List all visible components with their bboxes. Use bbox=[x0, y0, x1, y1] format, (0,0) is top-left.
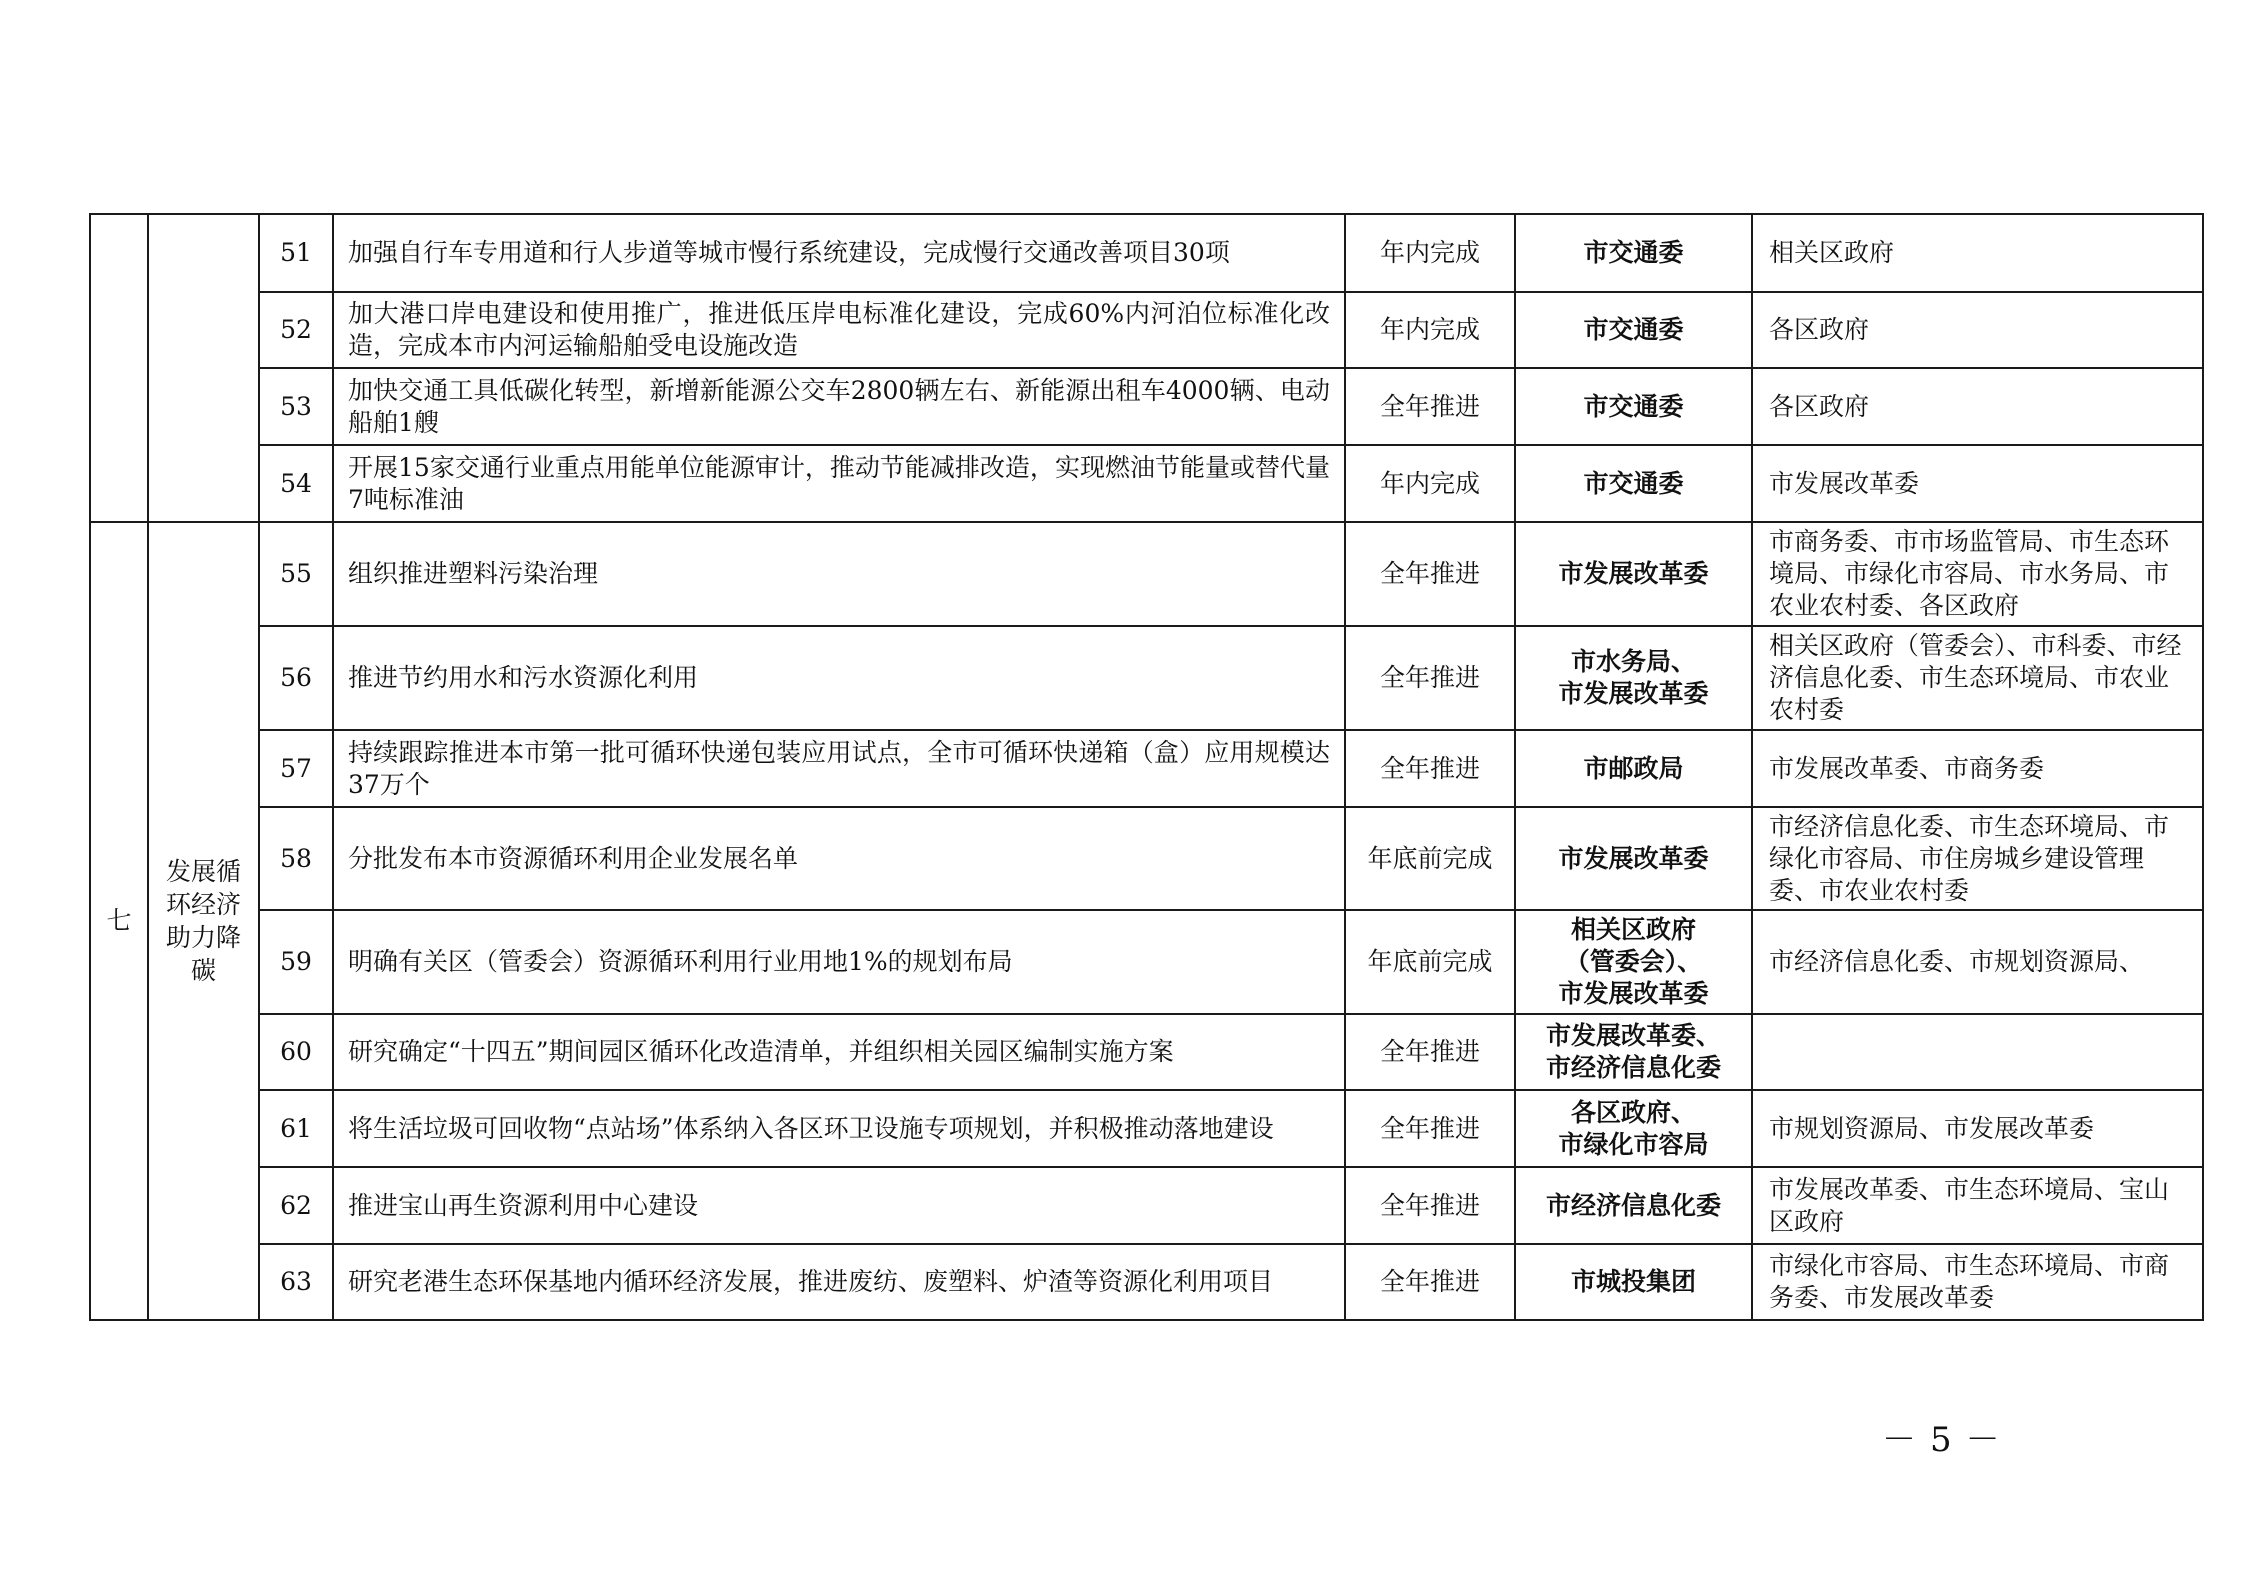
timeline: 全年推进 bbox=[1345, 1090, 1515, 1167]
lead-unit: 市邮政局 bbox=[1515, 730, 1752, 807]
item-number: 59 bbox=[259, 910, 333, 1014]
item-number: 57 bbox=[259, 730, 333, 807]
cooperating-units: 相关区政府 bbox=[1752, 214, 2203, 292]
task-table bbox=[89, 213, 2204, 1321]
table-row bbox=[90, 445, 2203, 522]
lead-unit: 市发展改革委、 市经济信息化委 bbox=[1515, 1014, 1752, 1090]
task-description: 推进节约用水和污水资源化利用 bbox=[333, 626, 1345, 730]
timeline: 年内完成 bbox=[1345, 214, 1515, 292]
item-number: 61 bbox=[259, 1090, 333, 1167]
task-description: 加快交通工具低碳化转型，新增新能源公交车2800辆左右、新能源出租车4000辆、电动船舶1艘 bbox=[333, 368, 1345, 445]
cooperating-units: 市规划资源局、市发展改革委 bbox=[1752, 1090, 2203, 1167]
timeline: 年内完成 bbox=[1345, 445, 1515, 522]
cooperating-units bbox=[1752, 1014, 2203, 1090]
timeline: 全年推进 bbox=[1345, 1014, 1515, 1090]
lead-unit: 市城投集团 bbox=[1515, 1244, 1752, 1320]
task-description: 推进宝山再生资源利用中心建设 bbox=[333, 1167, 1345, 1244]
table-row bbox=[90, 626, 2203, 730]
table-row bbox=[90, 214, 2203, 292]
timeline: 全年推进 bbox=[1345, 368, 1515, 445]
table-row bbox=[90, 292, 2203, 368]
task-description: 组织推进塑料污染治理 bbox=[333, 522, 1345, 626]
item-number: 60 bbox=[259, 1014, 333, 1090]
lead-unit: 市发展改革委 bbox=[1515, 522, 1752, 626]
item-number: 52 bbox=[259, 292, 333, 368]
task-description: 开展15家交通行业重点用能单位能源审计，推动节能减排改造，实现燃油节能量或替代量7吨标准油 bbox=[333, 445, 1345, 522]
cooperating-units: 各区政府 bbox=[1752, 292, 2203, 368]
task-description: 将生活垃圾可回收物“点站场”体系纳入各区环卫设施专项规划，并积极推动落地建设 bbox=[333, 1090, 1345, 1167]
timeline: 全年推进 bbox=[1345, 1167, 1515, 1244]
lead-unit: 市水务局、 市发展改革委 bbox=[1515, 626, 1752, 730]
cooperating-units: 市发展改革委 bbox=[1752, 445, 2203, 522]
cooperating-units: 市发展改革委、市生态环境局、宝山区政府 bbox=[1752, 1167, 2203, 1244]
sequence-cell bbox=[90, 214, 148, 522]
timeline: 全年推进 bbox=[1345, 522, 1515, 626]
lead-unit: 市交通委 bbox=[1515, 445, 1752, 522]
item-number: 58 bbox=[259, 807, 333, 910]
item-number: 56 bbox=[259, 626, 333, 730]
timeline: 全年推进 bbox=[1345, 1244, 1515, 1320]
sequence-cell: 七 bbox=[90, 522, 148, 1320]
table-row bbox=[90, 1014, 2203, 1090]
item-number: 63 bbox=[259, 1244, 333, 1320]
lead-unit: 市交通委 bbox=[1515, 292, 1752, 368]
lead-unit: 相关区政府 （管委会）、 市发展改革委 bbox=[1515, 910, 1752, 1014]
cooperating-units: 市经济信息化委、市生态环境局、市绿化市容局、市住房城乡建设管理委、市农业农村委 bbox=[1752, 807, 2203, 910]
lead-unit: 各区政府、 市绿化市容局 bbox=[1515, 1090, 1752, 1167]
timeline: 年底前完成 bbox=[1345, 910, 1515, 1014]
page-number: －5－ bbox=[1882, 1420, 2014, 1460]
table-row bbox=[90, 368, 2203, 445]
lead-unit: 市交通委 bbox=[1515, 368, 1752, 445]
cooperating-units: 市经济信息化委、市规划资源局、 bbox=[1752, 910, 2203, 1014]
timeline: 全年推进 bbox=[1345, 730, 1515, 807]
lead-unit: 市经济信息化委 bbox=[1515, 1167, 1752, 1244]
cooperating-units: 市商务委、市市场监管局、市生态环境局、市绿化市容局、市水务局、市农业农村委、各区政府 bbox=[1752, 522, 2203, 626]
item-number: 55 bbox=[259, 522, 333, 626]
cooperating-units: 各区政府 bbox=[1752, 368, 2203, 445]
timeline: 年内完成 bbox=[1345, 292, 1515, 368]
lead-unit: 市发展改革委 bbox=[1515, 807, 1752, 910]
table-row bbox=[90, 730, 2203, 807]
item-number: 53 bbox=[259, 368, 333, 445]
task-description: 研究老港生态环保基地内循环经济发展，推进废纺、废塑料、炉渣等资源化利用项目 bbox=[333, 1244, 1345, 1320]
task-description: 研究确定“十四五”期间园区循环化改造清单，并组织相关园区编制实施方案 bbox=[333, 1014, 1345, 1090]
category-cell: 发展循环经济助力降碳 bbox=[148, 522, 259, 1320]
table-row bbox=[90, 1167, 2203, 1244]
table-row bbox=[90, 1244, 2203, 1320]
lead-unit: 市交通委 bbox=[1515, 214, 1752, 292]
task-description: 加强自行车专用道和行人步道等城市慢行系统建设，完成慢行交通改善项目30项 bbox=[333, 214, 1345, 292]
table-row bbox=[90, 807, 2203, 910]
task-description: 明确有关区（管委会）资源循环利用行业用地1%的规划布局 bbox=[333, 910, 1345, 1014]
item-number: 54 bbox=[259, 445, 333, 522]
table-row bbox=[90, 910, 2203, 1014]
timeline: 全年推进 bbox=[1345, 626, 1515, 730]
task-description: 持续跟踪推进本市第一批可循环快递包装应用试点，全市可循环快递箱（盒）应用规模达37万个 bbox=[333, 730, 1345, 807]
cooperating-units: 相关区政府（管委会）、市科委、市经济信息化委、市生态环境局、市农业农村委 bbox=[1752, 626, 2203, 730]
table-row bbox=[90, 522, 2203, 626]
timeline: 年底前完成 bbox=[1345, 807, 1515, 910]
category-cell bbox=[148, 214, 259, 522]
table-row bbox=[90, 1090, 2203, 1167]
task-description: 加大港口岸电建设和使用推广，推进低压岸电标准化建设，完成60%内河泊位标准化改造，完成本市内河运输船舶受电设施改造 bbox=[333, 292, 1345, 368]
item-number: 51 bbox=[259, 214, 333, 292]
task-description: 分批发布本市资源循环利用企业发展名单 bbox=[333, 807, 1345, 910]
cooperating-units: 市绿化市容局、市生态环境局、市商务委、市发展改革委 bbox=[1752, 1244, 2203, 1320]
item-number: 62 bbox=[259, 1167, 333, 1244]
cooperating-units: 市发展改革委、市商务委 bbox=[1752, 730, 2203, 807]
